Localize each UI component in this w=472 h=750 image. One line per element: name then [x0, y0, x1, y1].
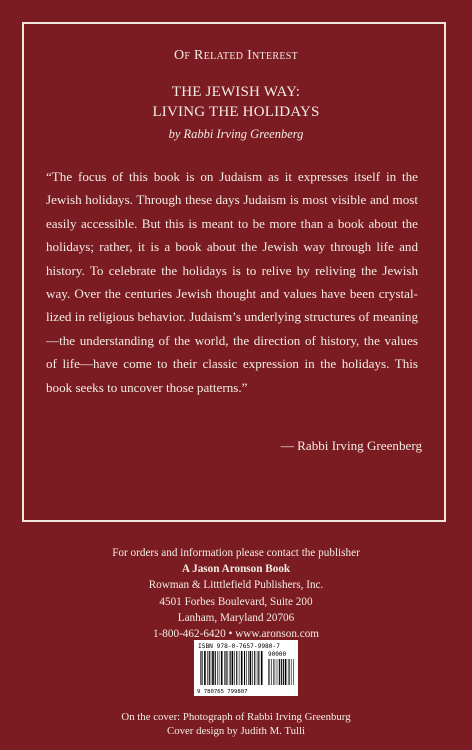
title-line-2: LIVING THE HOLIDAYS: [152, 104, 320, 120]
barcode-bar: [291, 659, 292, 685]
barcode-bar: [241, 651, 243, 685]
cover-credits: [0, 710, 472, 738]
barcode-bar: [202, 651, 203, 685]
author-byline: by Rabbi Irving Greenberg: [168, 127, 304, 141]
barcode-bar: [293, 659, 294, 685]
barcode-bar: [234, 651, 235, 685]
barcode-bar: [257, 651, 258, 685]
address-line-2: Lanham, Maryland 20706: [177, 611, 295, 624]
ean-digits-text: 9 780765 799807: [197, 689, 248, 695]
cover-design-credit: Cover design by Judith M. Tulli: [167, 725, 305, 737]
barcode-bar: [273, 659, 274, 685]
related-interest-heading: [0, 48, 472, 64]
book-quote: “The focus of this book is on Judaism as it expresses itself in the Jewish holidays. Through these days Judaism is most visible and most easily accessible. But this is meant to be more than a book about the holidays; rather, it is a book about the Jewish way through life and history. To celebrate the holidays is to relive by reliving the Jewish way. Over the centuries Jewish thought and values have been crystallized in religious behavior. Judaism’s underlying structures of meaning—the understanding of the world, the direction of history, the values of life—have come to their classic expression in the holidays. This book seeks to uncover those patterns.”: [46, 169, 418, 395]
barcode-bar: [215, 651, 216, 685]
barcode-graphic: [194, 640, 298, 696]
isbn-text: ISBN 978-0-7657-9980-7: [198, 643, 280, 650]
barcode-bar: [230, 651, 231, 685]
cover-photo-credit: On the cover: Photograph of Rabbi Irving Greenburg: [121, 711, 351, 723]
barcode-bar: [246, 651, 247, 685]
barcode-bar: [288, 659, 289, 685]
barcode-bar: [217, 651, 218, 685]
barcode-bar: [226, 651, 227, 685]
barcode-bars: [200, 651, 263, 685]
barcode-bar: [254, 651, 255, 685]
barcode-bar: [212, 651, 214, 685]
barcode-bar: [211, 651, 212, 685]
contact-line: For orders and information please contact the publisher: [112, 547, 360, 559]
barcode-bar: [285, 659, 287, 685]
related-interest-text: Of Related Interest: [173, 48, 299, 63]
barcode-bar: [261, 651, 263, 685]
barcode-bar: [248, 651, 249, 685]
barcode-bar: [244, 651, 245, 685]
barcode-bar: [204, 651, 206, 685]
price-code-text: 90000: [268, 651, 287, 658]
barcode-bar: [228, 651, 229, 685]
barcode-bar: [279, 659, 280, 685]
publisher-info: [0, 545, 472, 642]
barcode-bar: [232, 651, 234, 685]
barcode-bar: [221, 651, 223, 685]
barcode-bar: [270, 659, 271, 685]
barcode-bar: [219, 651, 220, 685]
address-line-1: 4501 Forbes Boulevard, Suite 200: [159, 595, 313, 608]
barcode-bar: [283, 659, 284, 685]
phone-web-line: 1-800-462-6420 • www.aronson.com: [152, 628, 319, 641]
barcode-bar: [281, 659, 282, 685]
barcode-bar: [258, 651, 259, 685]
publisher-name: Rowman & Litttlefield Publishers, Inc.: [148, 579, 324, 592]
barcode-bar: [252, 651, 253, 685]
barcode-bar: [250, 651, 252, 685]
barcode-bar: [207, 651, 208, 685]
barcode-addon-bars: [268, 659, 294, 685]
book-title: [0, 82, 472, 122]
barcode-bar: [275, 659, 276, 685]
barcode-bar: [268, 659, 269, 685]
title-line-1: THE JEWISH WAY:: [171, 84, 301, 100]
barcode-bar: [236, 651, 237, 685]
barcode-bar: [289, 659, 290, 685]
isbn-barcode: [194, 640, 298, 696]
barcode-bar: [239, 651, 240, 685]
barcode-bar: [277, 659, 278, 685]
barcode-bar: [209, 651, 210, 685]
barcode-bar: [224, 651, 225, 685]
imprint-name: A Jason Aronson Book: [181, 563, 291, 576]
barcode-bar: [200, 651, 201, 685]
quote-attribution: — Rabbi Irving Greenberg: [280, 438, 422, 453]
barcode-bar: [271, 659, 272, 685]
